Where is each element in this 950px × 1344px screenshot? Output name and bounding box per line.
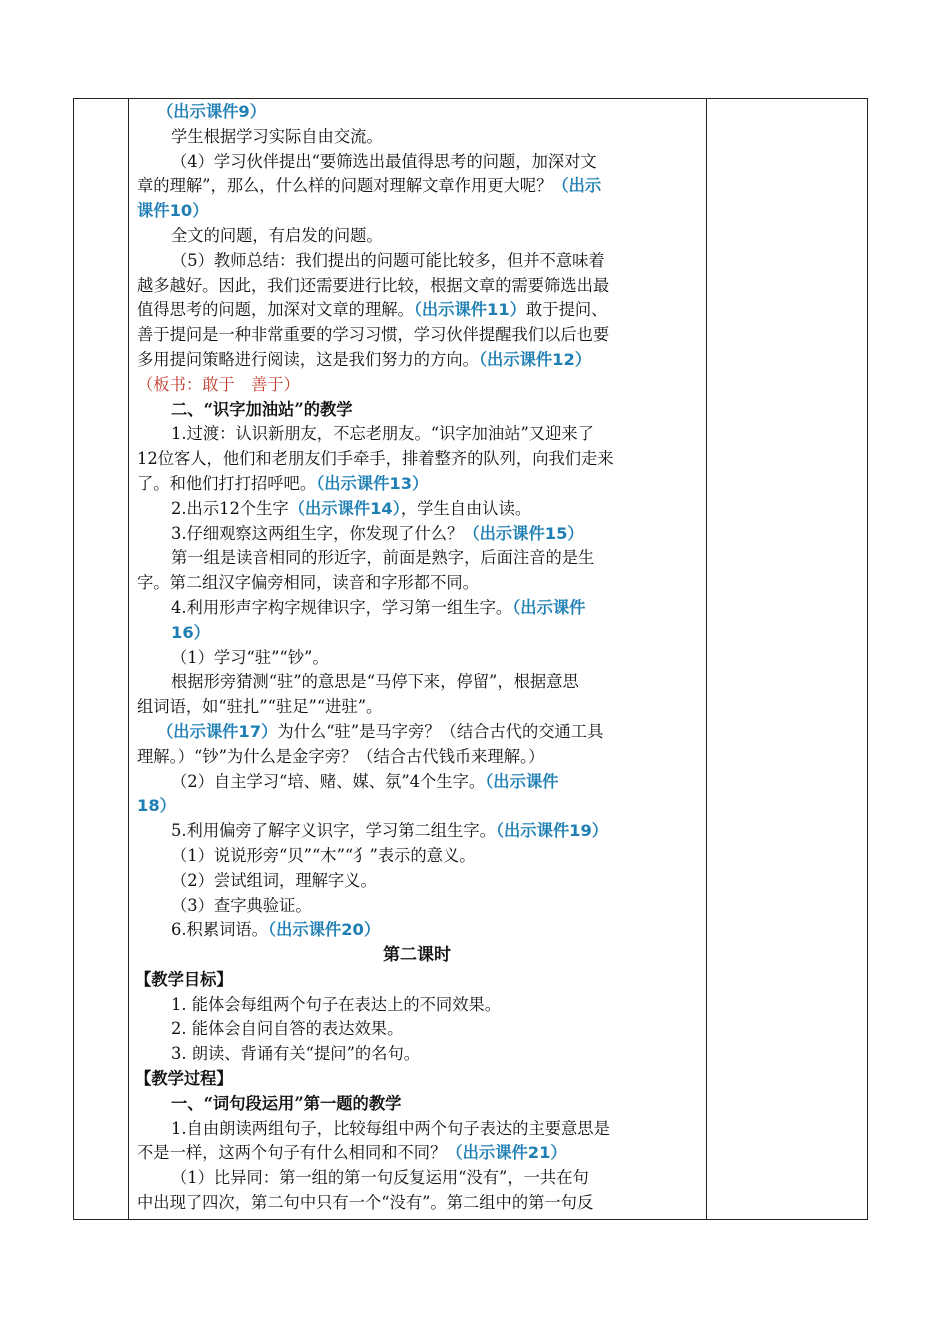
paragraph: 12位客人，他们和老朋友们手牵手，排着整齐的队列，向我们走来 (137, 449, 614, 469)
paragraph: ，学生自由认读。 (400, 498, 532, 518)
courseware-ref: （出示课件12） (478, 349, 592, 369)
goal-item: 3. 朗读、背诵有关“提问”的名句。 (171, 1044, 421, 1064)
courseware-ref: （出示课件21） (446, 1143, 567, 1163)
paragraph: 越多越好。因此，我们还需要进行比较，根据文章的需要筛选出最 (137, 275, 610, 295)
paragraph: 1.过渡：认识新朋友，不忘老朋友。“识字加油站”又迎来了 (171, 424, 594, 444)
paragraph: 敢于提问、 (526, 300, 608, 320)
paragraph: 4.利用形声字构字规律识字，学习第一组生字。 (171, 597, 513, 617)
board-note: （板书：敢于 善于） (137, 374, 300, 394)
paragraph: 第一组是读音相同的形近字，前面是熟字，后面注音的是生 (171, 548, 595, 568)
paragraph: 组词语，如“驻扎”“驻足”“进驻”。 (137, 697, 383, 717)
courseware-ref: （出示 (552, 176, 602, 196)
table-divider-left (128, 99, 129, 1219)
goal-item: 2. 能体会自问自答的表达效果。 (171, 1019, 404, 1039)
section-heading: 一、“词句段运用”第一题的教学 (171, 1093, 402, 1113)
lesson-table (73, 98, 868, 1220)
paragraph: 1.自由朗读两组句子，比较每组中两个句子表达的主要意思是 (171, 1118, 610, 1138)
paragraph: （4）学习伙伴提出“要筛选出最值得思考的问题，加深对文 (171, 151, 597, 171)
paragraph: 了。和他们打打招呼吧。 (137, 473, 317, 493)
courseware-ref: （出示课件11） (413, 300, 526, 320)
page-title: 第二课时 (383, 945, 451, 966)
paragraph: 理解。）“钞”为什么是金字旁？（结合古代钱币来理解。） (137, 746, 545, 766)
paragraph: 中出现了四次，第二句中只有一个“没有”。第二组中的第一句反 (137, 1193, 594, 1213)
paragraph: （2）尝试组词，理解字义。 (171, 870, 377, 890)
goals-heading: 【教学目标】 (135, 969, 233, 989)
paragraph: 全文的问题，有启发的问题。 (171, 225, 383, 245)
courseware-ref: （出示课件 (485, 771, 559, 791)
courseware-ref: （出示课件19） (495, 821, 609, 841)
lesson-content (137, 100, 697, 1216)
paragraph: （1）说说形旁“贝”“木”“犭”表示的意义。 (171, 845, 476, 865)
paragraph: 5.利用偏旁了解字义识字，学习第二组生字。 (171, 821, 496, 841)
table-divider-right (706, 99, 707, 1219)
courseware-ref: （出示课件 (512, 597, 586, 617)
paragraph: 不是一样，这两个句子有什么相同和不同？ (137, 1143, 447, 1163)
paragraph: （1）比异同：第一组的第一句反复运用“没有”，一共在句 (171, 1168, 589, 1188)
paragraph: 章的理解”，那么，什么样的问题对理解文章作用更大呢？ (137, 176, 553, 196)
paragraph: 多用提问策略进行阅读，这是我们努力的方向。 (137, 349, 479, 369)
courseware-ref: 16） (171, 622, 210, 642)
paragraph: 2.出示12个生字 (171, 498, 289, 518)
paragraph: 根据形旁猜测“驻”的意思是“马停下来，停留”，根据意思 (171, 672, 579, 692)
paragraph: 学生根据学习实际自由交流。 (171, 126, 383, 146)
courseware-ref: 课件10） (137, 201, 209, 221)
paragraph: 3.仔细观察这两组生字，你发现了什么？ (171, 523, 464, 543)
paragraph: （1）学习“驻”“钞”。 (171, 647, 329, 667)
goal-item: 1. 能体会每组两个句子在表达上的不同效果。 (171, 994, 502, 1014)
paragraph: 善于提问是一种非常重要的学习习惯，学习伙伴提醒我们以后也要 (137, 325, 610, 345)
courseware-ref: （出示课件17） (157, 721, 278, 741)
courseware-ref: （出示课件15） (463, 523, 584, 543)
courseware-ref: 18） (137, 796, 176, 816)
paragraph: 字。第二组汉字偏旁相同，读音和字形都不同。 (137, 573, 479, 593)
paragraph: 为什么“驻”是马字旁？（结合古代的交通工具 (277, 721, 604, 741)
paragraph: 值得思考的问题，加深对文章的理解。 (137, 300, 414, 320)
paragraph: （3）查字典验证。 (171, 895, 312, 915)
courseware-ref: （出示课件20） (267, 920, 381, 940)
paragraph: （5）教师总结：我们提出的问题可能比较多，但并不意味着 (171, 250, 605, 270)
courseware-ref: （出示课件13） (316, 473, 429, 493)
process-heading: 【教学过程】 (135, 1069, 233, 1089)
paragraph: （2）自主学习“培、赌、媒、氛”4个生字。 (171, 771, 486, 791)
courseware-ref: （出示课件9） (157, 102, 267, 121)
courseware-ref: （出示课件14） (288, 498, 401, 518)
paragraph: 6.积累词语。 (171, 920, 268, 940)
section-heading: 二、“识字加油站”的教学 (171, 399, 353, 419)
